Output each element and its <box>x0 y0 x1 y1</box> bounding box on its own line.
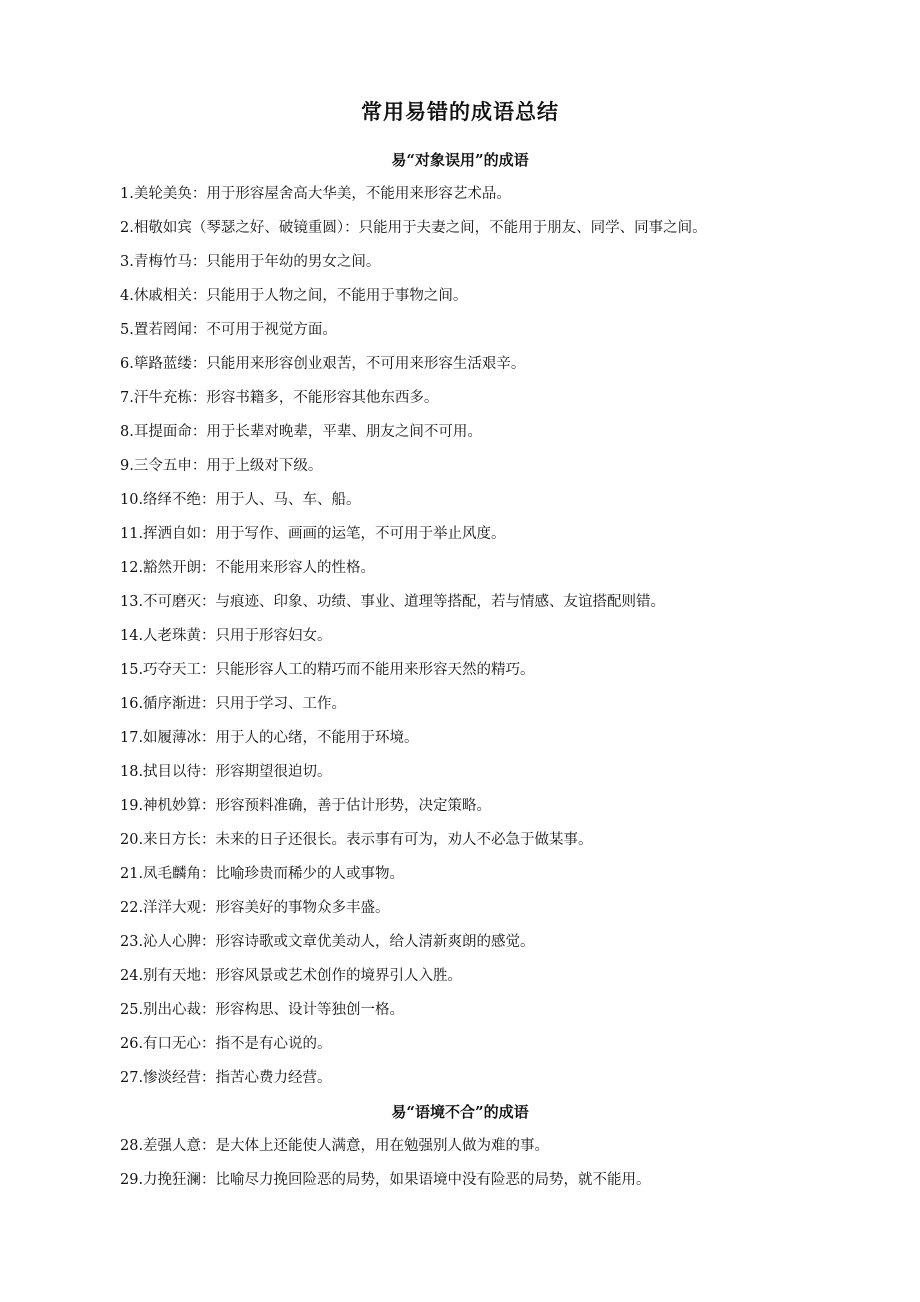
section-heading-context-mismatch: 易“语境不合”的成语 <box>391 1103 529 1121</box>
idiom-entry: 21.凤毛麟角：比喻珍贵而稀少的人或事物。 <box>120 866 405 882</box>
idiom-entry: 15.巧夺天工：只能形容人工的精巧而不能用来形容天然的精巧。 <box>120 662 535 678</box>
idiom-entry: 10.络绎不绝：用于人、马、车、船。 <box>120 492 361 508</box>
idiom-entry: 5.置若罔闻：不可用于视觉方面。 <box>120 322 337 338</box>
section-heading-object-misuse: 易“对象误用”的成语 <box>391 151 529 169</box>
idiom-entry: 2.相敬如宾（琴瑟之好、破镜重圆）：只能用于夫妻之间，不能用于朋友、同学、同事之间。 <box>120 220 707 236</box>
document-title: 常用易错的成语总结 <box>361 99 559 124</box>
idiom-entry: 1.美轮美奂：用于形容屋舍高大华美，不能用来形容艺术品。 <box>120 186 511 202</box>
idiom-entry: 25.别出心裁：形容构思、设计等独创一格。 <box>120 1002 405 1018</box>
idiom-entry: 26.有口无心：指不是有心说的。 <box>120 1036 332 1052</box>
idiom-entry: 17.如履薄冰：用于人的心绪，不能用于环境。 <box>120 730 419 746</box>
idiom-entry: 20.来日方长：未来的日子还很长。表示事有可为，劝人不必急于做某事。 <box>120 832 593 848</box>
idiom-entry: 19.神机妙算：形容预料准确，善于估计形势，决定策略。 <box>120 798 492 814</box>
idiom-entry: 27.惨淡经营：指苦心费力经营。 <box>120 1070 332 1086</box>
idiom-entry: 12.豁然开朗：不能用来形容人的性格。 <box>120 560 376 576</box>
idiom-entry: 6.筚路蓝缕：只能用来形容创业艰苦，不可用来形容生活艰辛。 <box>120 356 526 372</box>
idiom-entry: 24.别有天地：形容风景或艺术创作的境界引人入胜。 <box>120 968 463 984</box>
idiom-entry: 28.差强人意：是大体上还能使人满意，用在勉强别人做为难的事。 <box>120 1138 550 1154</box>
idiom-entry: 14.人老珠黄：只用于形容妇女。 <box>120 628 332 644</box>
idiom-entry: 9.三令五申：用于上级对下级。 <box>120 458 323 474</box>
idiom-entry: 29.力挽狂澜：比喻尽力挽回险恶的局势，如果语境中没有险恶的局势，就不能用。 <box>120 1172 651 1188</box>
idiom-entry: 23.沁人心脾：形容诗歌或文章优美动人，给人清新爽朗的感觉。 <box>120 934 535 950</box>
idiom-entry: 22.洋洋大观：形容美好的事物众多丰盛。 <box>120 900 390 916</box>
idiom-entry: 11.挥洒自如：用于写作、画画的运笔，不可用于举止风度。 <box>120 526 506 542</box>
idiom-entry: 13.不可磨灭：与痕迹、印象、功绩、事业、道理等搭配，若与情感、友谊搭配则错。 <box>120 594 666 610</box>
idiom-entry: 8.耳提面命：用于长辈对晚辈，平辈、朋友之间不可用。 <box>120 424 482 440</box>
idiom-entry: 7.汗牛充栋：形容书籍多，不能形容其他东西多。 <box>120 390 439 406</box>
idiom-entry: 18.拭目以待：形容期望很迫切。 <box>120 764 332 780</box>
idiom-entry: 4.休戚相关：只能用于人物之间，不能用于事物之间。 <box>120 288 468 304</box>
idiom-entry: 3.青梅竹马：只能用于年幼的男女之间。 <box>120 254 381 270</box>
idiom-entry: 16.循序渐进：只用于学习、工作。 <box>120 696 347 712</box>
